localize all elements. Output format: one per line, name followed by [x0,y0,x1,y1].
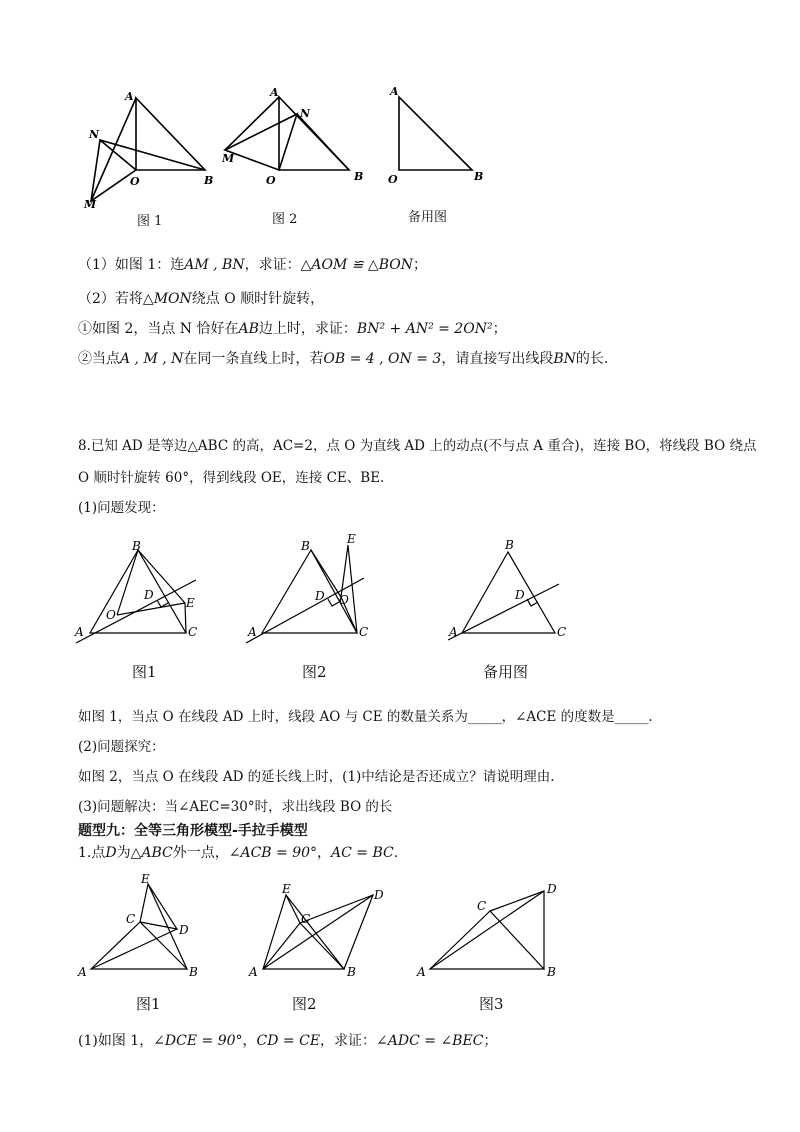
label-C: C [477,899,487,913]
s9-figure-2-caption: 图2 [292,995,317,1013]
label-E: E [141,872,150,886]
figure-1-rotation [80,85,230,215]
p8-question-2: 如图 2，当点 O 在线段 AD 的延长线上时，(1)中结论是否还成立？请说明理由. [78,769,555,785]
p7-question-2a: ①如图 2，当点 N 恰好在AB边上时，求证：BN² + AN² = 2ON²； [78,321,507,337]
label-O: O [266,174,276,187]
label-A: A [78,965,87,979]
label-B: B [505,538,514,552]
label-B: B [301,539,310,553]
label-C: C [301,912,311,926]
label-B: B [474,170,484,183]
label-D: D [144,588,154,602]
p8-figure-spare [440,530,570,645]
label-O: O [339,593,349,607]
figure-2-rotation [215,80,365,190]
label-A: A [75,625,84,639]
label-A: A [248,625,257,639]
label-D: D [515,588,525,602]
p8-part2-label: (2)问题探究： [78,739,165,755]
figure-1-caption: 图 1 [137,214,163,229]
p8-statement-line2: O 顺时针旋转 60°，得到线段 OE，连接 CE、BE. [78,470,385,486]
label-C: C [359,625,369,639]
p8-part1-label: (1)问题发现： [78,500,165,516]
label-B: B [132,539,141,553]
p7-question-2b: ②当点A , M , N在同一条直线上时，若OB = 4 , ON = 3，请直接写出线段BN的长. [78,351,609,367]
p8-question-1: 如图 1，当点 O 在线段 AD 上时，线段 AO 与 CE 的数量关系为_____，∠ACE 的度数是_____. [78,709,653,725]
label-D: D [315,589,325,603]
label-A: A [417,965,426,978]
figure-spare-1 [385,80,495,190]
label-B: B [354,170,364,183]
p8-figure-2 [240,525,380,650]
s9-question-1: (1)如图 1，∠DCE = 90°，CD = CE，求证：∠ADC = ∠BEC； [78,1033,498,1049]
label-N: N [300,107,311,120]
figure-2-caption: 图 2 [272,212,298,227]
label-A: A [125,90,134,103]
label-O: O [388,173,398,186]
label-D: D [374,888,384,902]
label-D: D [547,882,557,896]
label-E: E [282,882,291,896]
p7-question-1: （1）如图 1：连AM , BN，求证：△AOM ≌ △BON； [78,257,427,273]
p8-statement-line1: 8.已知 AD 是等边△ABC 的高，AC=2，点 O 为直线 AD 上的动点(不与点 A 重合)，连接 BO，将线段 BO 绕点 [78,438,757,454]
s9-problem-1: 1.点D为△ABC外一点，∠ACB = 90°，AC = BC. [78,845,399,861]
label-B: B [547,965,556,978]
label-A: A [449,625,458,639]
label-O: O [106,608,116,622]
label-C: C [126,912,136,926]
label-M: M [222,152,235,165]
label-O: O [130,175,140,188]
p7-question-2: （2）若将△MON绕点 O 顺时针旋转， [78,291,325,307]
label-M: M [84,198,97,211]
label-E: E [186,596,195,610]
label-C: C [188,625,198,639]
s9-figure-1 [75,865,210,980]
label-B: B [189,965,198,979]
s9-figure-1-caption: 图1 [136,995,161,1013]
section-9-heading: 题型九：全等三角形模型-手拉手模型 [78,823,308,839]
label-N: N [89,128,100,141]
p8-figure-1 [70,535,210,650]
label-A: A [249,965,258,978]
label-B: B [347,965,356,978]
label-B: B [204,174,214,187]
figure-spare-caption: 备用图 [408,210,448,225]
s9-figure-2 [245,878,390,978]
p8-figure-spare-caption: 备用图 [483,663,529,681]
label-E: E [347,532,356,546]
label-A: A [390,85,399,98]
p8-figure-1-caption: 图1 [132,663,157,681]
p8-question-3: (3)问题解决：当∠AEC=30°时，求出线段 BO 的长 [78,799,393,815]
s9-figure-3 [415,880,565,978]
label-A: A [270,86,279,99]
label-D: D [179,923,189,937]
label-C: C [557,625,567,639]
p8-figure-2-caption: 图2 [302,663,327,681]
s9-figure-3-caption: 图3 [479,995,504,1013]
